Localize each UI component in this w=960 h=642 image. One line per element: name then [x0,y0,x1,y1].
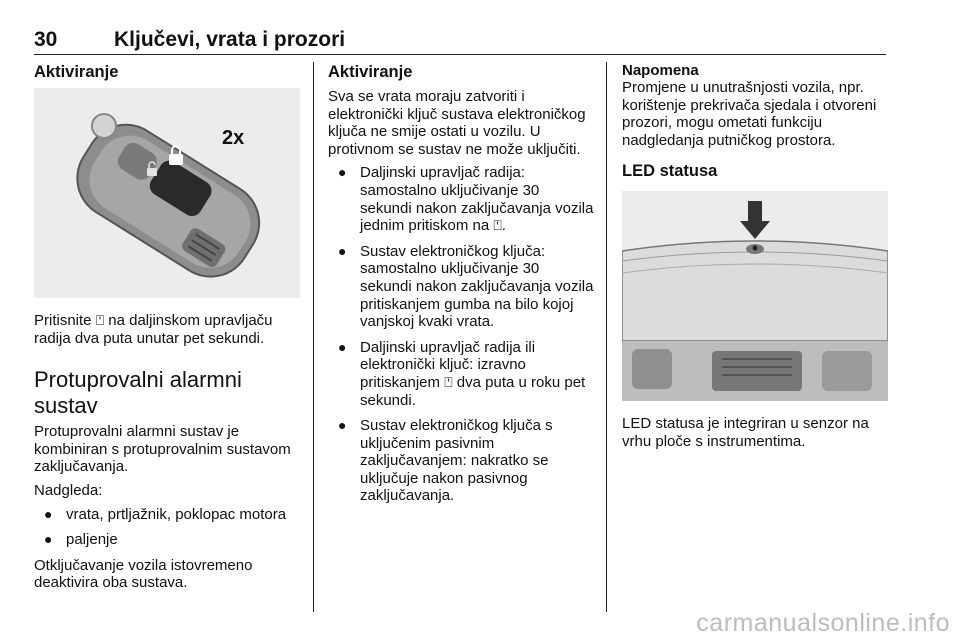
column-3 [622,62,888,457]
list-item: ● Sustav elektroničkog ključa s uključenim pasivnim zaključavanjem: nakratko se uključuje nakon pasivnog zaključavanja. [338,417,553,505]
list-item: ● Daljinski upravljač radija: samostalno uključivanje 30 sekundi nakon zaključavanja vozila jednim pritiskom na ⍞. [338,164,594,235]
list-item: ● Daljinski upravljač radija ili elektronički ključ: izravno pritiskanjem ⍞ dva puta u roku pet sekundi. [338,338,586,409]
alarm-intro: Protuprovalni alarmni sustav je kombiniran s protuprovalnim sustavom zaključavanja. [34,423,291,476]
monitors-label: Nadgleda: [34,481,103,499]
list-item: ● Sustav elektroničkog ključa: samostalno uključivanje 30 sekundi nakon zaključavanja vozila pritiskanjem gumba na bilo kojoj vanjskoj kvaki vrata. [338,242,594,331]
note-text: Promjene u unutrašnjosti vozila, npr. korištenje prekrivača sjedala i otvoreni prozori, mogu ometati funkciju nadgledanja putničkog prostora. [622,79,877,149]
column-1 [34,62,300,598]
page-number: 30 [34,28,58,51]
column-2 [328,62,594,513]
dashboard-illustration [622,191,888,401]
led-heading: LED statusa [622,162,718,181]
activation-list [328,164,594,505]
press-count-label: 2x [222,127,245,149]
lock-key-icon: ⍞ [493,217,502,234]
key-fob-illustration [34,88,300,298]
bullet-icon: ● [338,417,347,434]
bullet-icon: ● [44,505,53,522]
column-divider-1 [313,62,314,612]
watermark: carmanualsonline.info [696,609,950,637]
activation-intro: Sva se vrata moraju zatvoriti i elektronički ključ sustava elektroničkog ključa ne smije ostati u vozilu. U protivnom se sustav ne može uključiti. [328,88,586,158]
chapter-title: Ključevi, vrata i prozori [114,28,346,51]
bullet-icon: ● [338,338,347,355]
activation-heading-1: Aktiviranje [34,63,119,81]
header-rule [34,54,886,55]
lock-key-icon: ⍞ [95,312,105,328]
list-item: ● paljenje [44,531,118,549]
monitors-list [34,506,300,549]
activation-heading-2: Aktiviranje [328,63,413,81]
column-divider-2 [606,62,607,612]
lock-key-icon: ⍞ [444,373,453,390]
bullet-icon: ● [338,242,347,259]
page-header [34,28,886,54]
alarm-section-title: Protuprovalni alarmni sustav [34,367,242,419]
led-caption: LED statusa je integriran u senzor na vrhu ploče s instrumentima. [622,415,869,450]
list-item: ● vrata, prtljažnik, poklopac motora [44,505,287,523]
dashboard-figure [622,191,888,401]
bullet-icon: ● [338,164,347,181]
key-fob-figure [34,88,300,298]
note-title: Napomena [622,62,699,79]
alarm-outro: Otključavanje vozila istovremeno deaktivira oba sustava. [34,556,253,592]
remote-caption: Pritisnite ⍞ na daljinskom upravljaču radija dva puta unutar pet sekundi. [34,312,273,347]
bullet-icon: ● [44,531,53,548]
